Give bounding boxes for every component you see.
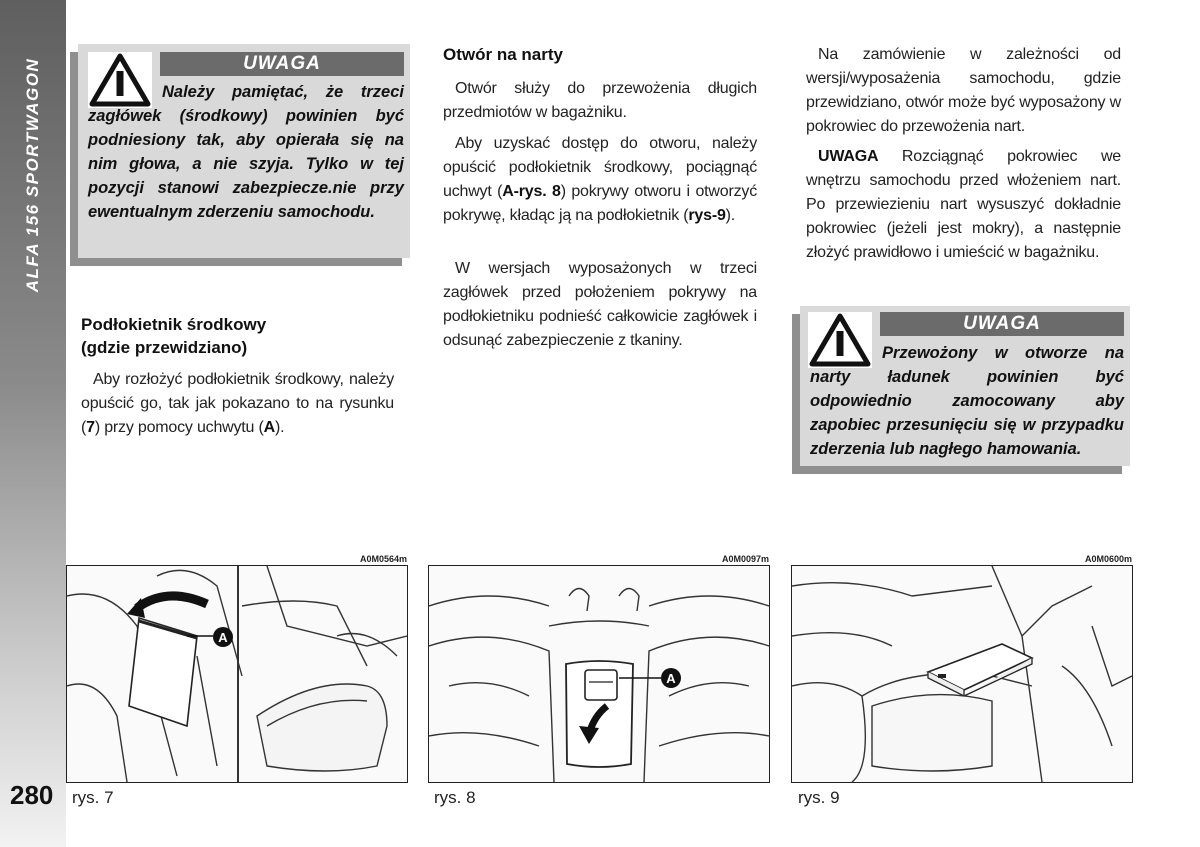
figure-caption: rys. 7 xyxy=(72,788,114,807)
figure-rys9-drawing xyxy=(792,566,1132,782)
warning-box-left xyxy=(78,44,410,258)
warning-box-right xyxy=(800,306,1130,466)
figure-rys7-drawing xyxy=(67,566,407,782)
ski-bag-note: UWAGA Rozciągnąć pokrowiec we wnętrzu samochodu przed włożeniem nart. Po przewiezieniu nart wysuszyć dokładnie pokrowiec (jeżeli jest mokry), a następnie złożyć prawidłowo i umieścić w bagażniku. xyxy=(806,148,1121,261)
figure-code: A0M0600m xyxy=(1085,554,1133,564)
ski-paragraph-1: Otwór służy do przewożenia długich przedmiotów w bagażniku. xyxy=(443,80,757,121)
armrest-paragraph: Aby rozłożyć podłokietnik środkowy, należy opuścić go, tak jak pokazano to na rysunku (7) przy pomocy uchwytu (A). xyxy=(81,371,394,436)
ski-heading: Otwór na narty xyxy=(443,45,563,64)
side-title xyxy=(0,0,66,330)
figure-code: A0M0097m xyxy=(722,554,770,564)
figure-code: A0M0564m xyxy=(360,554,408,564)
armrest-heading: Podłokietnik środkowy (gdzie przewidziano) xyxy=(81,315,267,357)
ski-bag-paragraph: Na zamówienie w zależności od wersji/wyposażenia samochodu, gdzie przewidziano, otwór może być wyposażony w pokrowiec do przewożenia nart. xyxy=(806,46,1121,135)
figure-rys7 xyxy=(66,565,408,783)
figure-rys8 xyxy=(428,565,770,783)
warning-heading-left: UWAGA xyxy=(160,52,404,76)
figure-caption: rys. 9 xyxy=(798,788,840,807)
figure-rys9 xyxy=(791,565,1133,783)
ski-paragraph-2: Aby uzyskać dostęp do otworu, należy opuścić podłokietnik środkowy, pociągnąć uchwyt (A-rys. 8) pokrywy otworu i otworzyć pokrywę, kładąc ją na podłokietnik (rys-9). xyxy=(443,135,757,224)
side-title-text: ALFA 156 SPORTWAGON xyxy=(23,57,42,293)
warning-text-right: Przewożony w otworze na narty ładunek powinien być odpowiednio zamocowany aby zapobiec przesunięciu się w przypadku zderzenia lub nagłego hamowania. xyxy=(810,344,1124,458)
callout-a: A xyxy=(666,671,676,686)
page-number: 280 xyxy=(10,780,54,810)
figure-rys8-drawing xyxy=(429,566,769,782)
figure-caption: rys. 8 xyxy=(434,788,476,807)
warning-text-left: Należy pamiętać, że trzeci zagłówek (środkowy) powinien być podniesiony tak, aby opierała się na nim głowa, a nie szyja. Tylko w tej pozycji stanowi zabezpiecze.nie przy ewentualnym zderzeniu samochodu. xyxy=(88,83,404,221)
callout-a: A xyxy=(218,630,228,645)
ski-paragraph-3: W wersjach wyposażonych w trzeci zagłówek przed położeniem pokrywy na podłokietniku podnieść całkowicie zagłówek i odsunąć zabezpieczenie z tkaniny. xyxy=(443,260,757,349)
warning-heading-right: UWAGA xyxy=(880,312,1124,336)
